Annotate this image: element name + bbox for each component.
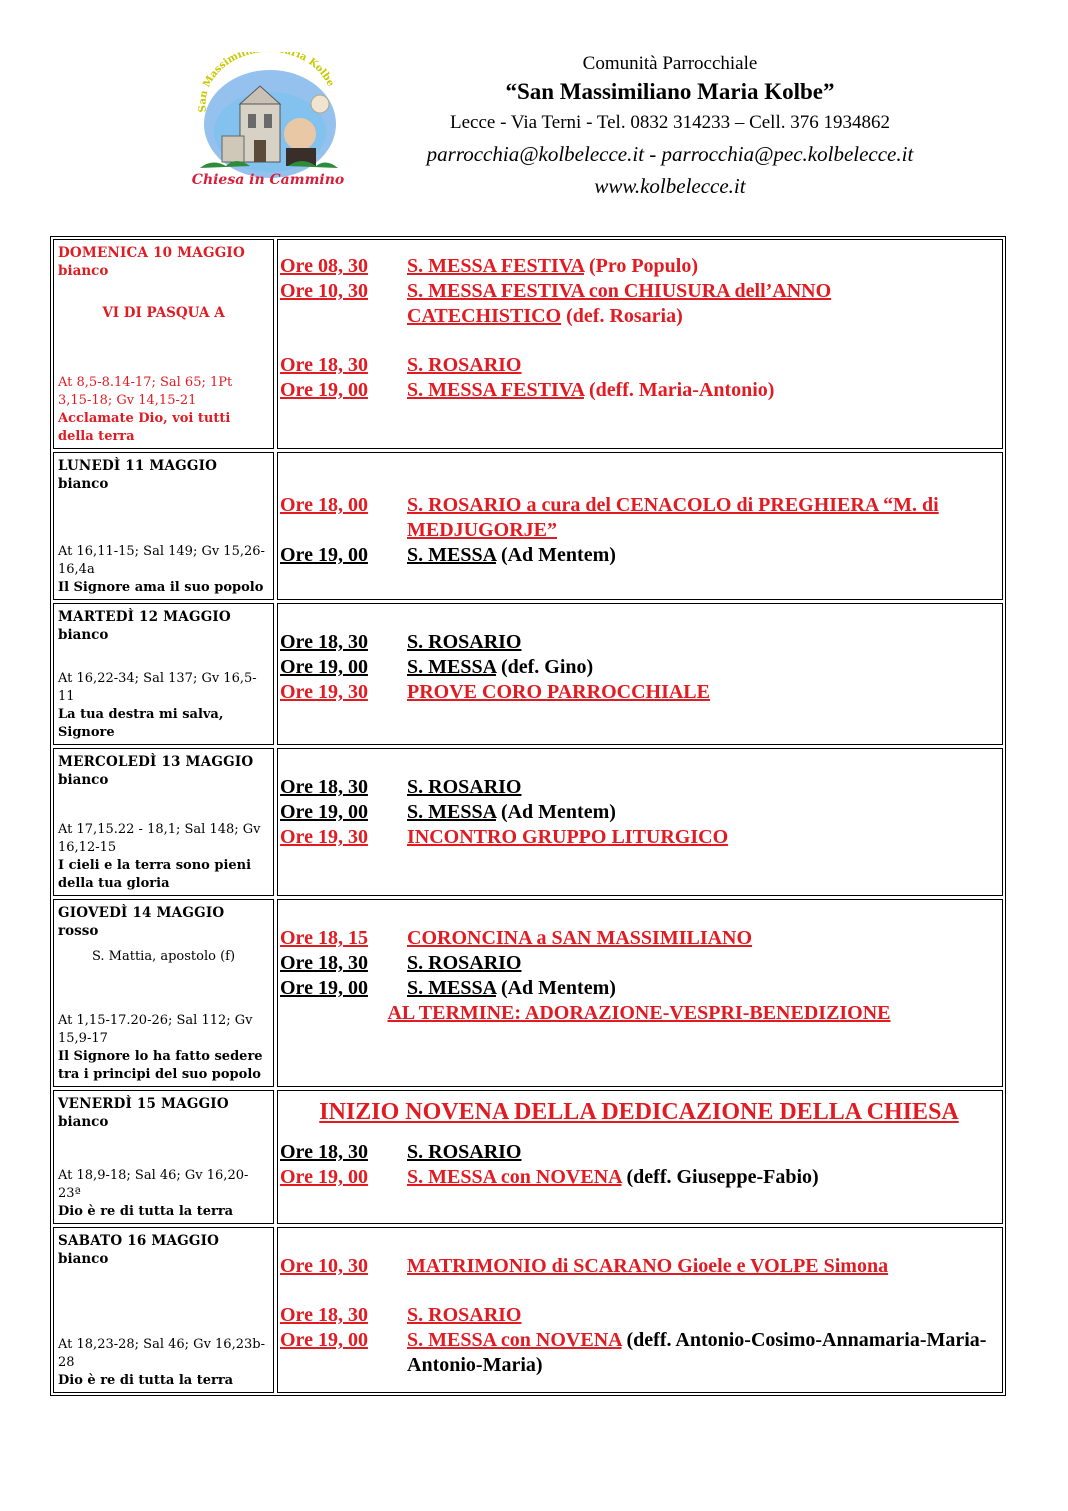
psalm-antiphon: Dio è re di tutta la terra — [58, 1204, 234, 1219]
reading-refs: At 1,15-17.20-26; Sal 112; Gv 15,9-17 — [58, 1013, 253, 1046]
parish-logo — [192, 52, 344, 192]
day-cell — [53, 899, 274, 1087]
event-time: Ore 18, 00 — [280, 494, 368, 516]
event-time: Ore 19, 00 — [280, 801, 368, 823]
event-time: Ore 19, 30 — [280, 681, 368, 703]
schedule-row — [53, 1090, 1003, 1224]
parish-address: Lecce - Via Terni - Tel. 0832 314233 – Cell. 376 1934862 — [450, 112, 890, 133]
event-title: S. ROSARIO — [407, 631, 522, 653]
events-cell — [277, 239, 1003, 449]
event-item — [280, 254, 998, 279]
event-item — [280, 378, 998, 403]
event-title: S. MESSA con NOVENA — [407, 1166, 622, 1188]
readings-block — [58, 1167, 269, 1221]
event-title: S. MESSA — [407, 801, 496, 823]
event-note: (Pro Populo) — [588, 255, 699, 277]
liturgical-color: bianco — [58, 263, 109, 279]
event-title: S. ROSARIO — [407, 952, 522, 974]
reading-refs: At 18,23-28; Sal 46; Gv 16,23b-28 — [58, 1337, 265, 1370]
liturgical-color: bianco — [58, 772, 109, 788]
day-cell — [53, 239, 274, 449]
day-cell — [53, 748, 274, 896]
events-cell — [277, 603, 1003, 745]
day-label: MARTEDÌ 12 MAGGIO — [58, 609, 231, 625]
closing-note: AL TERMINE: ADORAZIONE-VESPRI-BENEDIZIONE — [387, 1002, 891, 1024]
event-note: (deff. Maria-Antonio) — [588, 379, 775, 401]
day-cell — [53, 603, 274, 745]
event-item — [280, 1165, 998, 1190]
day-label: DOMENICA 10 MAGGIO — [58, 245, 245, 261]
event-item — [280, 630, 998, 655]
event-title: CORONCINA a SAN MASSIMILIANO — [407, 927, 753, 949]
event-title: S. MESSA FESTIVA — [407, 379, 584, 401]
readings-block — [58, 670, 269, 742]
event-title: S. MESSA — [407, 977, 496, 999]
schedule-row — [53, 603, 1003, 745]
event-title: S. MESSA — [407, 544, 496, 566]
event-item — [280, 775, 998, 800]
day-label: VENERDÌ 15 MAGGIO — [58, 1096, 229, 1112]
schedule-row — [53, 239, 1003, 449]
feast-label: VI DI PASQUA A — [102, 305, 225, 321]
day-label: SABATO 16 MAGGIO — [58, 1233, 220, 1249]
event-note: (deff. Giuseppe-Fabio) — [626, 1166, 819, 1188]
event-time: Ore 19, 00 — [280, 1166, 368, 1188]
liturgical-color: rosso — [58, 923, 99, 939]
feast-label: S. Mattia, apostolo (f) — [91, 949, 236, 964]
psalm-antiphon: Il Signore ama il suo popolo — [58, 580, 264, 595]
event-title: S. MESSA FESTIVA con CHIUSURA dell’ANNO CATECHISTICO — [407, 280, 832, 327]
event-item — [280, 800, 998, 825]
event-time: Ore 10, 30 — [280, 280, 368, 302]
psalm-antiphon: Il Signore lo ha fatto sedere tra i principi del suo popolo — [58, 1049, 263, 1082]
event-time: Ore 19, 00 — [280, 544, 368, 566]
event-time: Ore 18, 30 — [280, 1141, 368, 1163]
event-item — [280, 1140, 998, 1165]
event-time: Ore 08, 30 — [280, 255, 368, 277]
schedule-row — [53, 899, 1003, 1087]
events-cell — [277, 748, 1003, 896]
reading-refs: At 16,22-34; Sal 137; Gv 16,5-11 — [58, 671, 257, 704]
psalm-antiphon: La tua destra mi salva, Signore — [58, 707, 224, 740]
parish-emails[interactable]: parrocchia@kolbelecce.it - parrocchia@pec.kolbelecce.it — [426, 142, 914, 166]
event-item — [280, 926, 998, 951]
event-note: (Ad Mentem) — [500, 801, 616, 823]
community-label: Comunità Parrocchiale — [582, 53, 758, 74]
event-item — [280, 951, 998, 976]
psalm-antiphon: Dio è re di tutta la terra — [58, 1373, 234, 1388]
events-cell — [277, 1090, 1003, 1224]
readings-block — [58, 1336, 269, 1390]
event-time: Ore 18, 30 — [280, 1304, 368, 1326]
liturgical-color: bianco — [58, 627, 109, 643]
reading-refs: At 18,9-18; Sal 46; Gv 16,20-23ª — [58, 1168, 249, 1201]
parish-header — [350, 52, 990, 202]
psalm-antiphon: Acclamate Dio, voi tutti della terra — [58, 411, 231, 444]
day-cell — [53, 1090, 274, 1224]
event-time: Ore 19, 00 — [280, 656, 368, 678]
event-time: Ore 19, 00 — [280, 379, 368, 401]
day-cell — [53, 452, 274, 600]
event-time: Ore 18, 30 — [280, 776, 368, 798]
event-note: (Ad Mentem) — [500, 977, 616, 999]
events-cell — [277, 452, 1003, 600]
day-cell — [53, 1227, 274, 1393]
event-item — [280, 680, 998, 705]
event-item — [280, 1303, 998, 1328]
psalm-antiphon: I cieli e la terra sono pieni della tua gloria — [58, 858, 252, 891]
liturgical-color: bianco — [58, 476, 109, 492]
event-title: S. ROSARIO — [407, 1141, 522, 1163]
event-item — [280, 976, 998, 1001]
event-item — [280, 493, 998, 543]
event-item — [280, 353, 998, 378]
event-title: S. MESSA con NOVENA — [407, 1329, 622, 1351]
day-label: LUNEDÌ 11 MAGGIO — [58, 458, 218, 474]
event-time: Ore 10, 30 — [280, 1255, 368, 1277]
event-title: S. MESSA FESTIVA — [407, 255, 584, 277]
event-time: Ore 18, 30 — [280, 354, 368, 376]
event-item — [280, 1254, 998, 1279]
parish-name: “San Massimiliano Maria Kolbe” — [505, 79, 835, 104]
reading-refs: At 8,5-8.14-17; Sal 65; 1Pt 3,15-18; Gv 14,15-21 — [58, 375, 233, 408]
schedule-row — [53, 748, 1003, 896]
event-note: (Ad Mentem) — [500, 544, 616, 566]
event-time: Ore 19, 00 — [280, 977, 368, 999]
parish-website[interactable]: www.kolbelecce.it — [594, 174, 746, 198]
event-note: (def. Rosaria) — [566, 305, 683, 327]
reading-refs: At 16,11-15; Sal 149; Gv 15,26-16,4a — [58, 544, 265, 577]
logo-caption: Chiesa in Cammino — [192, 172, 344, 188]
event-time: Ore 19, 00 — [280, 1329, 368, 1351]
event-title: S. MESSA — [407, 656, 496, 678]
event-time: Ore 18, 30 — [280, 952, 368, 974]
event-title: S. ROSARIO — [407, 776, 522, 798]
weekly-schedule-table — [50, 236, 1006, 1396]
event-time: Ore 18, 15 — [280, 927, 368, 949]
event-title: PROVE CORO PARROCCHIALE — [407, 681, 710, 703]
events-cell — [277, 1227, 1003, 1393]
event-note: (def. Gino) — [500, 656, 594, 678]
event-title: INCONTRO GRUPPO LITURGICO — [407, 826, 729, 848]
event-time: Ore 19, 30 — [280, 826, 368, 848]
readings-block — [58, 821, 269, 893]
event-time: Ore 18, 30 — [280, 631, 368, 653]
readings-block — [58, 374, 269, 446]
novena-headline: INIZIO NOVENA DELLA DEDICAZIONE DELLA CHIESA — [319, 1099, 959, 1125]
event-item — [280, 279, 998, 329]
event-title: S. ROSARIO — [407, 354, 522, 376]
event-note: (deff. Antonio-Cosimo-Annamaria-Maria-Antonio-Maria) — [407, 1329, 987, 1376]
schedule-row — [53, 452, 1003, 600]
event-title: MATRIMONIO di SCARANO Gioele e VOLPE Simona — [407, 1255, 889, 1277]
events-cell — [277, 899, 1003, 1087]
schedule-row — [53, 1227, 1003, 1393]
logo-arc-text: San Massimili ria Kolbe — [197, 52, 337, 113]
liturgical-color: bianco — [58, 1114, 109, 1130]
liturgical-color: bianco — [58, 1251, 109, 1267]
readings-block — [58, 543, 269, 597]
event-title: S. ROSARIO a cura del CENACOLO di PREGHIERA “M. di MEDJUGORJE” — [407, 494, 939, 541]
day-label: MERCOLEDÌ 13 MAGGIO — [58, 754, 254, 770]
event-title: S. ROSARIO — [407, 1304, 522, 1326]
readings-block — [58, 1012, 269, 1084]
event-item — [280, 543, 998, 568]
reading-refs: At 17,15.22 - 18,1; Sal 148; Gv 16,12-15 — [58, 822, 261, 855]
event-item — [280, 825, 998, 850]
day-label: GIOVEDÌ 14 MAGGIO — [58, 905, 225, 921]
event-item — [280, 1328, 998, 1378]
event-item — [280, 655, 998, 680]
